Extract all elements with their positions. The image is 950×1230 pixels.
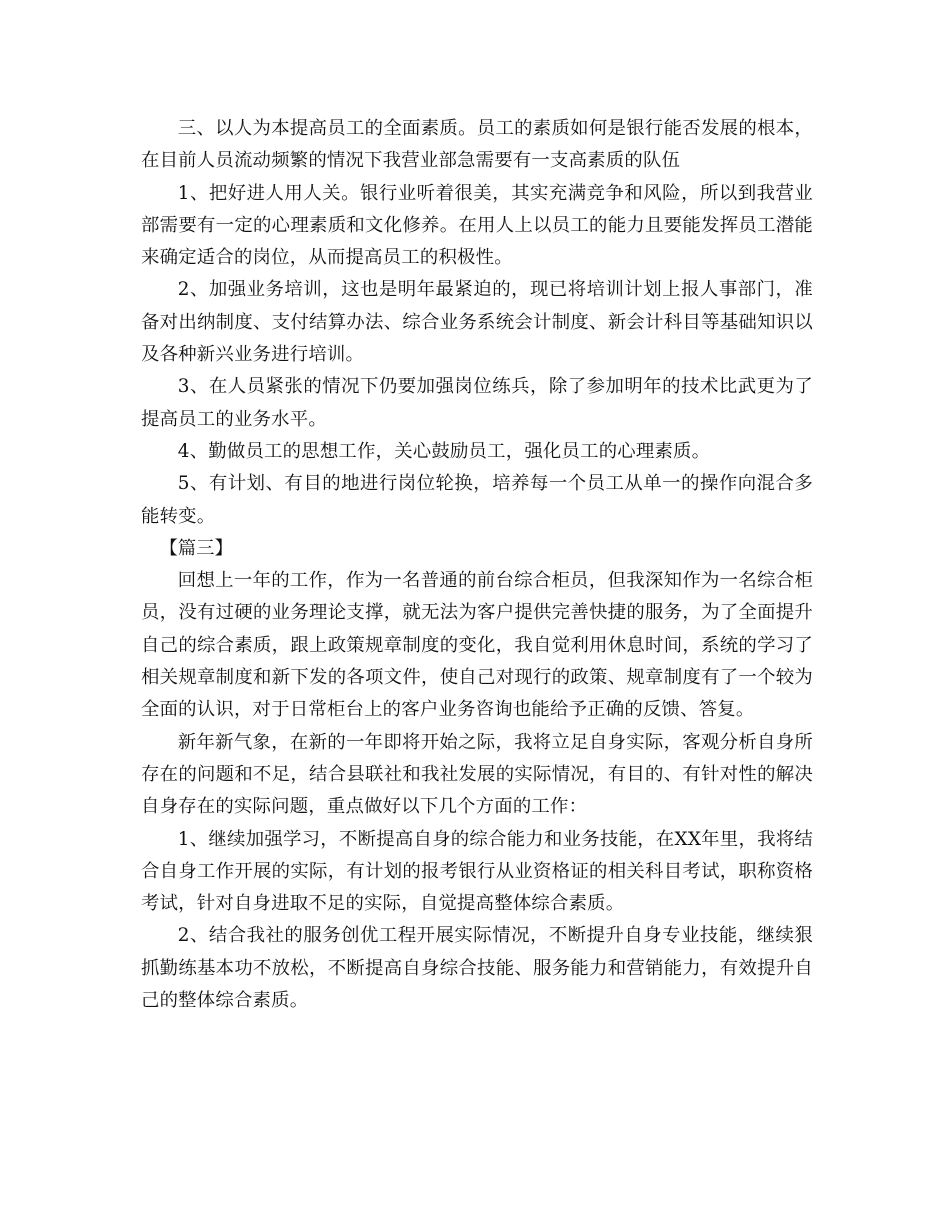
document-page xyxy=(141,113,813,1017)
paragraph-plan-2: 2、结合我社的服务创优工程开展实际情况，不断提升自身专业技能，继续狠抓勤练基本功不放松，不断提高自身综合技能、服务能力和营销能力，有效提升自己的整体综合素质。 xyxy=(141,925,813,1012)
paragraph-item-5: 5、有计划、有目的地进行岗位轮换，培养每一个员工从单一的操作向混合多能转变。 xyxy=(141,473,813,527)
paragraph-item-2: 2、加强业务培训，这也是明年最紧迫的，现已将培训计划上报人事部门，准备对出纳制度、支付结算办法、综合业务系统会计制度、新会计科目等基础知识以及各种新兴业务进行培训。 xyxy=(141,279,813,366)
section-heading: 【篇三】 xyxy=(159,537,233,559)
paragraph-review: 回想上一年的工作，作为一名普通的前台综合柜员，但我深知作为一名综合柜员，没有过硬的业务理论支撑，就无法为客户提供完善快捷的服务，为了全面提升自己的综合素质，跟上政策规章制度的变化，我自觉利用休息时间，系统的学习了相关规章制度和新下发的各项文件，使自己对现行的政策、规章制度有了一个较为全面的认识，对于日常柜台上的客户业务咨询也能给予正确的反馈、答复。 xyxy=(141,570,813,721)
paragraph-item-3: 3、在人员紧张的情况下仍要加强岗位练兵，除了参加明年的技术比武更为了提高员工的业务水平。 xyxy=(141,376,813,430)
paragraph-plan-1: 1、继续加强学习，不断提高自身的综合能力和业务技能，在XX年里，我将结合自身工作开展的实际，有计划的报考银行从业资格证的相关科目考试，职称资格考试，针对自身进取不足的实际，自觉提高整体综合素质。 xyxy=(141,828,813,915)
paragraph-item-1: 1、把好进人用人关。银行业听着很美，其实充满竞争和风险，所以到我营业部需要有一定的心理素质和文化修养。在用人上以员工的能力且要能发挥员工潜能来确定适合的岗位，从而提高员工的积极性。 xyxy=(141,182,813,269)
paragraph-section-three-intro: 三、以人为本提高员工的全面素质。员工的素质如何是银行能否发展的根本，在目前人员流动频繁的情况下我营业部急需要有一支高素质的队伍 xyxy=(141,118,813,172)
paragraph-item-4: 4、勤做员工的思想工作，关心鼓励员工，强化员工的心理素质。 xyxy=(177,440,711,462)
paragraph-new-year: 新年新气象，在新的一年即将开始之际，我将立足自身实际，客观分析自身所存在的问题和不足，结合县联社和我社发展的实际情况，有目的、有针对性的解决自身存在的实际问题，重点做好以下几个方面的工作： xyxy=(141,731,813,818)
